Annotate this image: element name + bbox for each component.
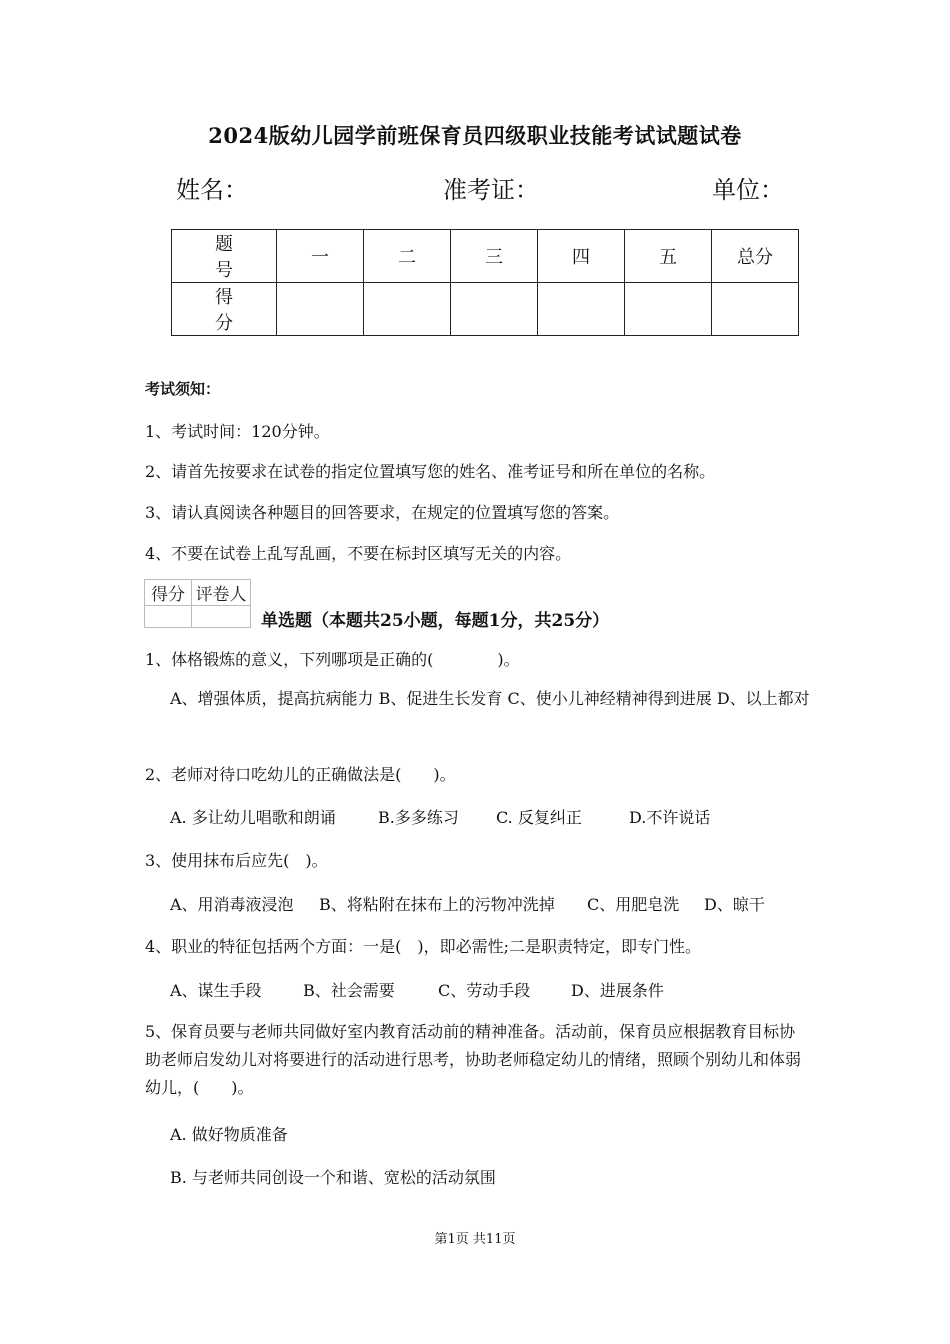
question-options: A、增强体质，提高抗病能力 B、促进生长发育 C、使小儿神经精神得到进展 D、以上都对 — [170, 689, 810, 708]
grader-score-label: 得分 — [145, 580, 192, 606]
option: C. 反复纠正 — [496, 808, 582, 827]
question-stem: 3、使用抹布后应先( )。 — [145, 851, 328, 870]
page-title: 2024版幼儿园学前班保育员四级职业技能考试试题试卷 — [208, 123, 742, 148]
score-cell[interactable] — [451, 283, 538, 336]
score-header-cell: 四 — [538, 230, 625, 283]
notice-item: 2、请首先按要求在试卷的指定位置填写您的姓名、准考证号和所在单位的名称。 — [145, 462, 716, 481]
score-header-cell: 三 — [451, 230, 538, 283]
section-title: 单选题（本题共25小题，每题1分，共25分） — [261, 611, 610, 631]
score-cell[interactable] — [364, 283, 451, 336]
score-table-header-row — [172, 230, 799, 283]
score-header-cell: 总分 — [712, 230, 799, 283]
unit-field-label: 单位： — [712, 176, 784, 204]
notice-title: 考试须知： — [145, 380, 221, 398]
notice-item: 4、不要在试卷上乱写乱画，不要在标封区填写无关的内容。 — [145, 544, 572, 563]
score-row-label: 得 分 — [172, 283, 277, 336]
name-field-label: 姓名： — [176, 176, 248, 204]
option: D、进展条件 — [571, 981, 664, 1000]
score-header-cell: 一 — [277, 230, 364, 283]
grader-box — [144, 579, 251, 628]
question-stem: 5、保育员要与老师共同做好室内教育活动前的精神准备。活动前，保育员应根据教育目标协助老师启发幼儿对将要进行的活动进行思考，协助老师稳定幼儿的情绪，照顾个别幼儿和体弱幼儿，( )。 — [145, 1022, 802, 1097]
option: A. 做好物质准备 — [170, 1125, 288, 1144]
option: A、用消毒液浸泡 — [170, 895, 294, 914]
grader-name-label: 评卷人 — [192, 580, 251, 606]
score-table-score-row — [172, 283, 799, 336]
question-stem: 4、职业的特征包括两个方面：一是( )，即必需性;二是职责特定，即专门性。 — [145, 937, 702, 956]
question-options — [170, 805, 710, 828]
grader-score-cell[interactable] — [145, 606, 192, 628]
option: C、劳动手段 — [438, 981, 531, 1000]
question-stem: 1、体格锻炼的意义，下列哪项是正确的( )。 — [145, 650, 520, 669]
page-footer: 第1页 共11页 — [434, 1232, 516, 1247]
question-stem: 2、老师对待口吃幼儿的正确做法是( )。 — [145, 765, 456, 784]
question-options — [170, 978, 664, 1001]
score-header-cell: 五 — [625, 230, 712, 283]
score-cell[interactable] — [538, 283, 625, 336]
grader-name-cell[interactable] — [192, 606, 251, 628]
option: A、谋生手段 — [170, 981, 262, 1000]
option: D.不许说话 — [629, 808, 711, 827]
exam-number-field-label: 准考证： — [443, 176, 539, 204]
score-cell[interactable] — [277, 283, 364, 336]
option: B、将粘附在抹布上的污物冲洗掉 — [319, 895, 555, 914]
score-cell[interactable] — [712, 283, 799, 336]
option: B. 与老师共同创设一个和谐、宽松的活动氛围 — [170, 1168, 496, 1187]
score-cell[interactable] — [625, 283, 712, 336]
option: B、社会需要 — [303, 981, 395, 1000]
option: B.多多练习 — [378, 808, 459, 827]
option: A. 多让幼儿唱歌和朗诵 — [170, 808, 336, 827]
score-header-cell: 二 — [364, 230, 451, 283]
option: C、用肥皂洗 — [587, 895, 680, 914]
score-header-cell: 题 号 — [172, 230, 277, 283]
notice-item: 3、请认真阅读各种题目的回答要求，在规定的位置填写您的答案。 — [145, 503, 620, 522]
score-table — [171, 229, 799, 336]
notice-item: 1、考试时间：120分钟。 — [145, 422, 330, 441]
question-options — [170, 892, 765, 915]
option: D、晾干 — [704, 895, 765, 914]
